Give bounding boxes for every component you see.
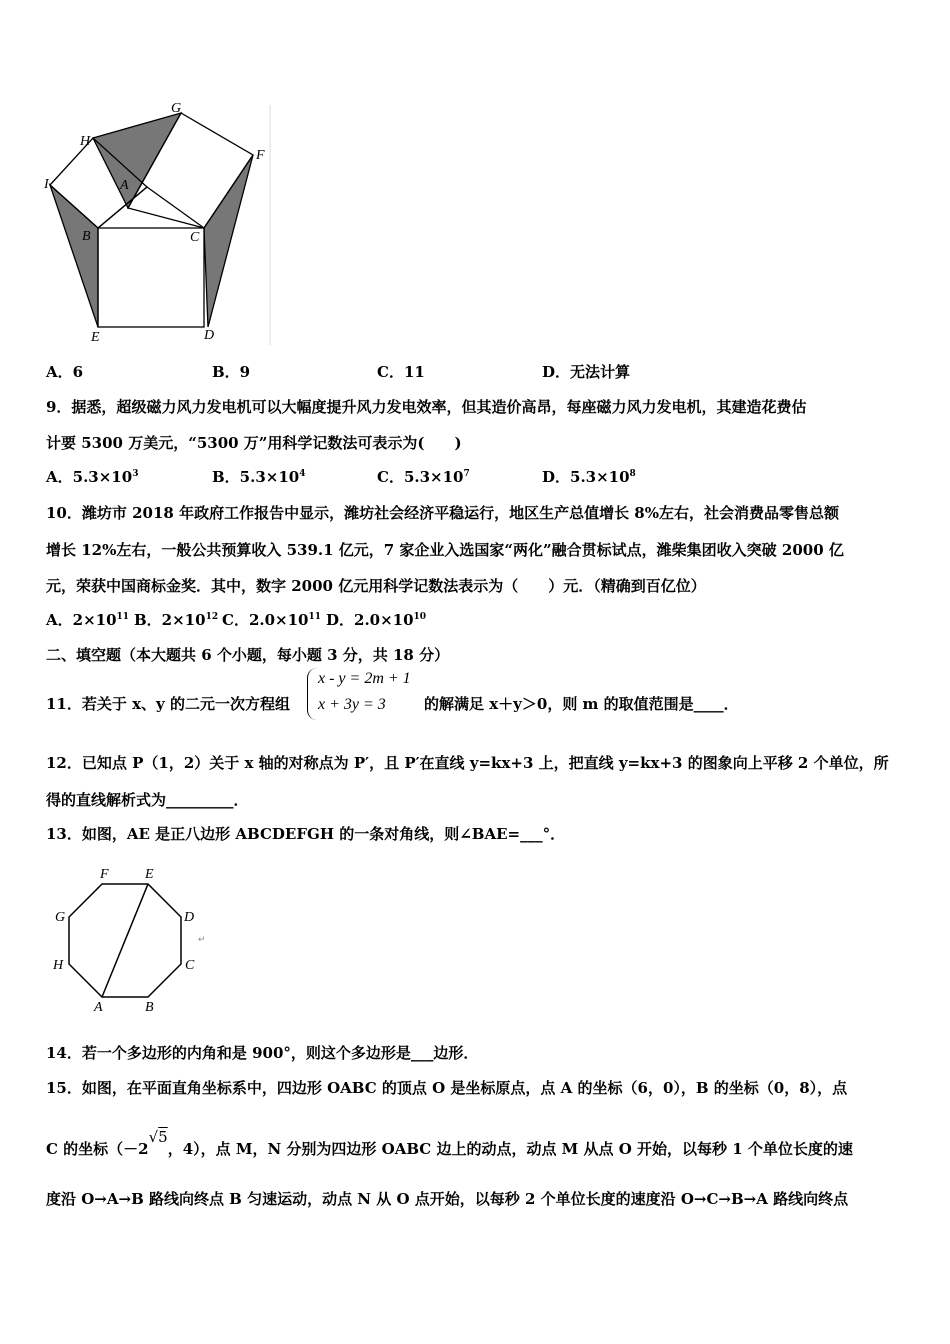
label-G: G <box>55 910 66 925</box>
label-G: G <box>171 101 182 116</box>
label-A: A <box>94 1000 103 1014</box>
label-E: E <box>91 330 100 345</box>
q9-option-a: A．$5.3\times 10^3$ <box>46 468 139 486</box>
label-I: I <box>44 177 49 192</box>
q12-text-line2: 得的直线解析式为_________． <box>46 791 249 809</box>
q9-text-line1: 9．据悉，超级磁力风力发电机可以大幅度提升风力发电效率，但其造价高昂，每座磁力风力发电机，其建造花费估 <box>46 398 807 416</box>
q10-option-b: B．$2\times 10^{12}$ <box>134 611 219 629</box>
label-B: B <box>82 229 91 244</box>
q12-answer-blank[interactable]: _________ <box>166 791 234 809</box>
q10-option-c: C．$2.0\times 10^{11}$ <box>222 611 322 629</box>
equation-2: x + 3y = 3 <box>318 696 386 713</box>
section-heading-fill-blank: 二、填空题（本大题共 6 个小题，每小题 3 分，共 18 分） <box>46 646 450 664</box>
label-F: F <box>256 148 265 163</box>
q10-text-line2: 增长 12%左右，一般公共预算收入 539.1 亿元，7 家企业入选国家“两化”融合贯标试点，潍柴集团收入突破 2000 亿 <box>46 541 844 559</box>
q13-text: 13．如图，AE 是正八边形 ABCDEFGH 的一条对角线，则∠BAE=___°． <box>46 825 566 843</box>
q9-option-b: B．$5.3\times 10^4$ <box>212 468 306 486</box>
q10-option-d: D．$2.0\times 10^{10}$ <box>326 611 427 629</box>
label-B: B <box>145 1000 154 1014</box>
label-D: D <box>184 910 195 925</box>
q10-text-line3: 元，荣获中国商标金奖．其中，数字 2000 亿元用科学记数法表示为（ ）元．（精确到百亿位） <box>46 577 706 595</box>
figure-octagon <box>48 862 218 1014</box>
label-H: H <box>80 134 91 149</box>
q10-option-a: A．$2\times 10^{11}$ <box>46 611 130 629</box>
label-C: C <box>185 958 195 973</box>
q11-answer-blank[interactable]: ____ <box>693 695 724 713</box>
label-C: C <box>190 230 200 245</box>
label-F: F <box>100 867 109 882</box>
q12-text-line1: 12．已知点 P（1，2）关于 x 轴的对称点为 P′，且 P′在直线 y=kx+3 上，把直线 y=kx+3 的图象向上平移 2 个单位，所 <box>46 754 889 772</box>
q13-answer-blank[interactable]: ___ <box>520 825 543 843</box>
q8-option-d: D．无法计算 <box>542 363 631 381</box>
sqrt-5: √5 <box>148 1128 168 1146</box>
label-A: A <box>120 178 129 193</box>
q15-text-line3: 度沿 O→A→B 路线向终点 B 匀速运动，动点 N 从 O 点开始，以每秒 2 个单位长度的速度沿 O→C→B→A 路线向终点 <box>46 1190 849 1208</box>
figure-pythagoras <box>40 95 280 355</box>
label-E: E <box>145 867 154 882</box>
q10-text-line1: 10．潍坊市 2018 年政府工作报告中显示，潍坊社会经济平稳运行，地区生产总值增长 8%左右，社会消费品零售总额 <box>46 504 839 522</box>
equation-system <box>307 668 418 720</box>
q11-suffix: 的解满足 x＋y＞0，则 m 的取值范围是____． <box>424 695 739 713</box>
return-mark: ↵ <box>198 934 206 944</box>
q8-option-a: A．6 <box>46 363 84 381</box>
q8-option-c: C．11 <box>377 363 425 381</box>
q14-text: 14．若一个多边形的内角和是 900°，则这个多边形是___边形． <box>46 1044 479 1062</box>
q14-answer-blank[interactable]: ___ <box>410 1044 434 1062</box>
q9-option-d: D．$5.3\times 10^8$ <box>542 468 636 486</box>
q9-option-c: C．$5.3\times 10^7$ <box>377 468 470 486</box>
q8-option-b: B．9 <box>212 363 251 381</box>
q15-text-line1: 15．如图，在平面直角坐标系中，四边形 OABC 的顶点 O 是坐标原点，点 A 的坐标（6，0），B 的坐标（0，8），点 <box>46 1079 848 1097</box>
label-D: D <box>204 328 215 343</box>
label-H: H <box>53 958 64 973</box>
q11-prefix: 11．若关于 x、y 的二元一次方程组 <box>46 695 290 713</box>
equation-1: x - y = 2m + 1 <box>318 670 411 687</box>
q15-text-line2: C 的坐标（－2√5，4），点 M，N 分别为四边形 OABC 边上的动点，动点 M 从点 O 开始，以每秒 1 个单位长度的速 <box>46 1128 853 1158</box>
q9-text-line2: 计要 5300 万美元，“5300 万”用科学记数法可表示为( ) <box>46 434 462 452</box>
